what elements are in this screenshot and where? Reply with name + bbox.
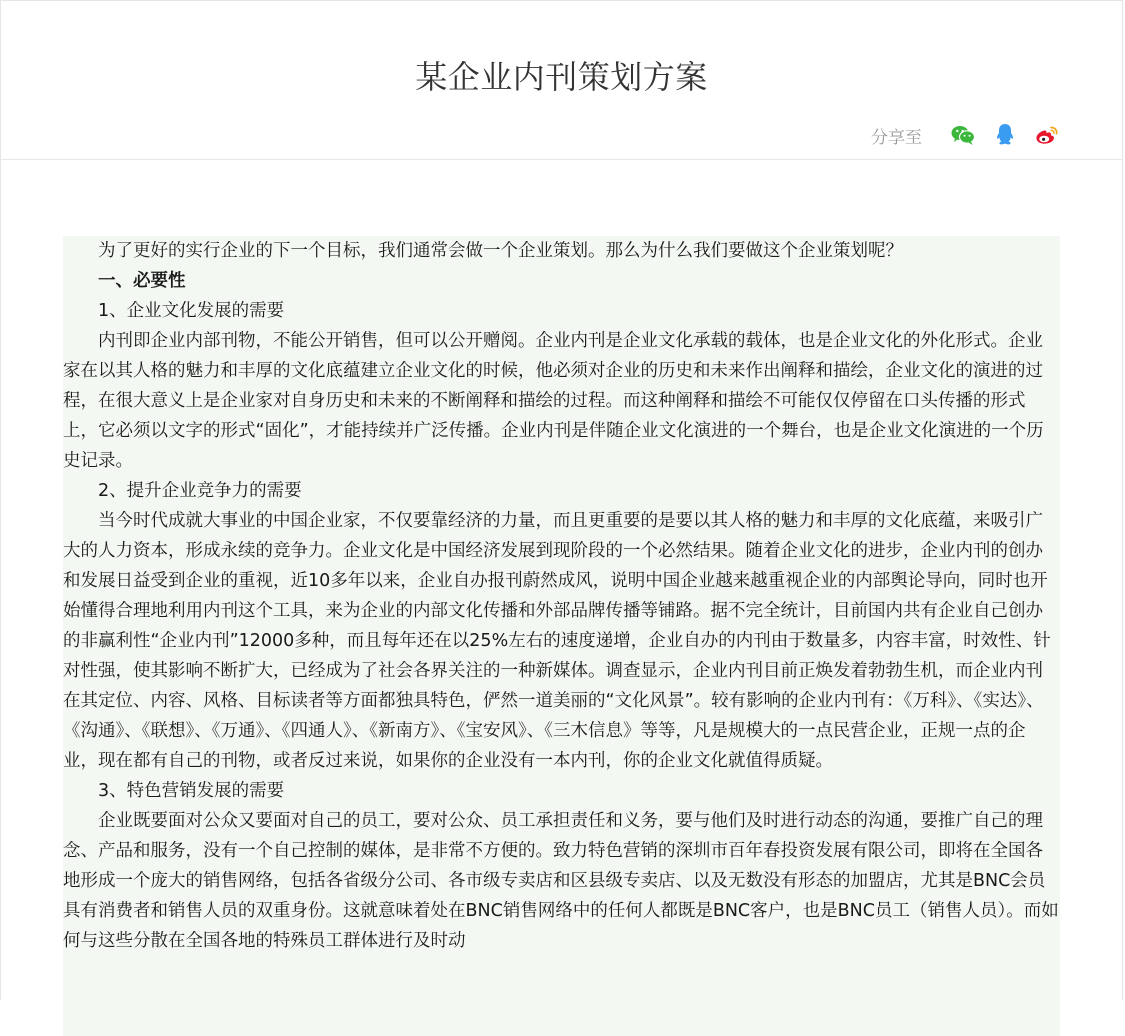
qq-icon[interactable]	[992, 122, 1018, 148]
section-heading: 一、必要性	[98, 271, 186, 291]
paragraph: 为了更好的实行企业的下一个目标，我们通常会做一个企业策划。那么为什么我们要做这个企业策划呢？	[98, 241, 903, 261]
subsection-heading: 3、特色营销发展的需要	[98, 781, 285, 801]
subsection-heading: 2、提升企业竞争力的需要	[98, 481, 302, 501]
page-header	[0, 0, 1123, 160]
share-bar	[871, 120, 1060, 150]
paragraph: 企业既要面对公众又要面对自己的员工，要对公众、员工承担责任和义务，要与他们及时进行动态的沟通，要推广自己的理念、产品和服务，没有一个自己控制的媒体，是非常不方便的。致力特色营销的深圳市百年春投资发展有限公司，即将在全国各地形成一个庞大的销售网络，包括各省级分公司、各市级专卖店和区县级专卖店、以及无数没有形态的加盟店，尤其是BNC会员具有消费者和销售人员的双重身份。这就意味着处在BNC销售网络中的任何人都既是BNC客户，也是BNC员工（销售人员）。而如何与这些分散在全国各地的特殊员工群体进行及时动	[63, 811, 1059, 951]
share-label: 分享至	[871, 127, 922, 148]
subsection-heading: 1、企业文化发展的需要	[98, 301, 285, 321]
page-title: 某企业内刊策划方案	[415, 58, 708, 96]
article-body	[63, 236, 1060, 1036]
paragraph: 内刊即企业内部刊物，不能公开销售，但可以公开赠阅。企业内刊是企业文化承载的载体，也是企业文化的外化形式。企业家在以其人格的魅力和丰厚的文化底蕴建立企业文化的时候，他必须对企业的历史和未来作出阐释和描绘，企业文化的演进的过程，在很大意义上是企业家对自身历史和未来的不断阐释和描绘的过程。而这种阐释和描绘不可能仅仅停留在口头传播的形式上，它必须以文字的形式“固化”，才能持续并广泛传播。企业内刊是伴随企业文化演进的一个舞台，也是企业文化演进的一个历史记录。	[63, 331, 1044, 471]
paragraph: 当今时代成就大事业的中国企业家，不仅要靠经济的力量，而且更重要的是要以其人格的魅力和丰厚的文化底蕴，来吸引广大的人力资本，形成永续的竞争力。企业文化是中国经济发展到现阶段的一个必然结果。随着企业文化的进步，企业内刊的创办和发展日益受到企业的重视，近10多年以来，企业自办报刊蔚然成风，说明中国企业越来越重视企业的内部舆论导向，同时也开始懂得合理地利用内刊这个工具，来为企业的内部文化传播和外部品牌传播等铺路。据不完全统计，目前国内共有企业自己创办的非赢利性“企业内刊”12000多种，而且每年还在以25%左右的速度递增，企业自办的内刊由于数量多，内容丰富，时效性、针对性强，使其影响不断扩大，已经成为了社会各界关注的一种新媒体。调查显示，企业内刊目前正焕发着勃勃生机，而企业内刊在其定位、内容、风格、目标读者等方面都独具特色，俨然一道美丽的“文化风景”。较有影响的企业内刊有：《万科》、《实达》、《沟通》、《联想》、《万通》、《四通人》、《新南方》、《宝安风》、《三木信息》等等，凡是规模大的一点民营企业，正规一点的企业，现在都有自己的刊物，或者反过来说，如果你的企业没有一本内刊，你的企业文化就值得质疑。	[63, 511, 1051, 771]
wechat-icon[interactable]	[950, 122, 976, 148]
weibo-icon[interactable]	[1034, 122, 1060, 148]
